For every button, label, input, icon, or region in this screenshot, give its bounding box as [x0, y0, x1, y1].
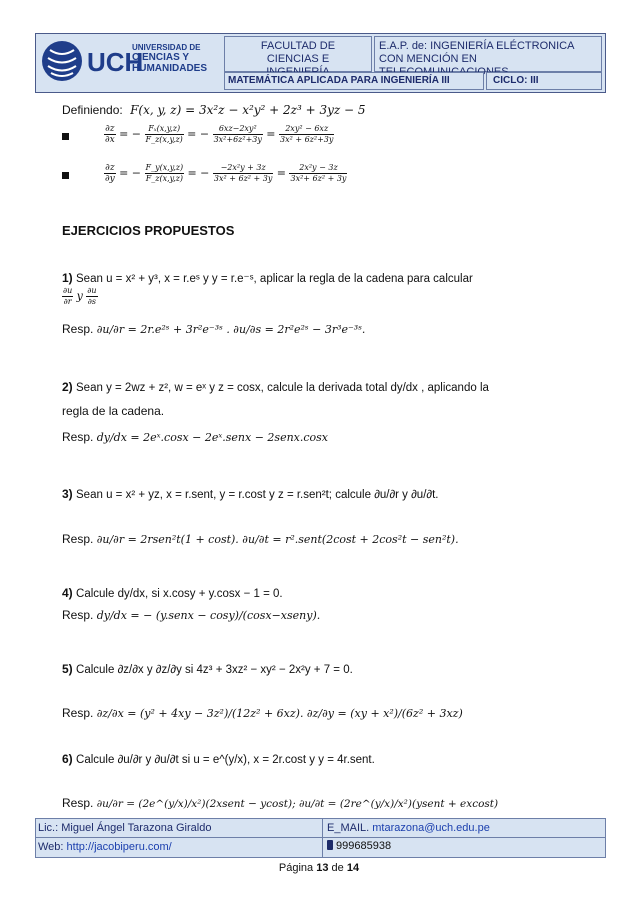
exercise-number: 6)	[62, 752, 73, 766]
answer-formula: ∂z/∂x = (y² + 4xy − 3z²)/(12z² + 6xz). ∂z/∂y = (xy + x²)/(6z² + 3xz)	[96, 707, 463, 720]
resp-label: Resp.	[62, 706, 94, 720]
exercise-number: 5)	[62, 662, 73, 676]
footer-divider	[322, 818, 323, 858]
dzdy-formula: $\frac{\partial z}{\partial y}$ = − $\frac{F\_y(x,y,z)}{F\_z(x,y,z)}$ = − $\frac{\text{−2x²y + 3z}}{\text{3x² + 6z² + 3y}}$ = $\frac{\text{2x²y − 3z}}{\text{3x²+ 6z² + 3y}}$	[105, 163, 347, 184]
exercise-number: 4)	[62, 586, 73, 600]
exercise-4	[62, 586, 283, 600]
exercise-number: 3)	[62, 487, 73, 501]
exercise-statement: Sean u = x² + yz, x = r.sent, y = r.cost y z = r.sen²t; calcule ∂u/∂r y ∂u/∂t.	[76, 489, 439, 501]
exercise-statement: Sean y = 2wz + z², w = eˣ y z = cosx, calcule la derivada total dy/dx , aplicando la	[76, 382, 489, 394]
web-link[interactable]: http://jacobiperu.com/	[66, 841, 172, 853]
exercise-5-answer	[62, 706, 463, 720]
exercise-2-line2: regla de la cadena.	[62, 404, 165, 418]
exercise-3	[62, 487, 438, 501]
exercise-1-answer	[62, 322, 365, 336]
exercise-number: 2)	[62, 380, 73, 394]
exercise-6	[62, 752, 375, 766]
footer-author: Lic.: Miguel Ángel Tarazona Giraldo	[38, 822, 212, 834]
answer-formula: dy/dx = 2eˣ.cosx − 2eˣ.senx − 2senx.cosx	[96, 431, 329, 444]
bullet-icon	[62, 172, 69, 179]
exercise-1-targets: $\frac{\partial u}{\partial r}$ y $\frac{\partial u}{\partial s}$	[63, 286, 97, 306]
exercise-1	[62, 271, 473, 285]
exercise-statement: Sean u = x² + y³, x = r.eˢ y y = r.e⁻ˢ, aplicar la regla de la cadena para calcular	[76, 273, 473, 285]
cycle-cell	[486, 72, 602, 90]
resp-label: Resp.	[62, 796, 94, 810]
exercise-6-answer	[62, 796, 498, 810]
page-number: Página 13 de 14	[278, 862, 360, 874]
exercise-3-answer	[62, 532, 459, 546]
exercise-statement: Calcule dy/dx, si x.cosy + y.cosx − 1 = 0.	[76, 588, 283, 600]
footer-divider	[35, 837, 606, 838]
exercise-2	[62, 380, 489, 394]
resp-label: Resp.	[62, 430, 94, 444]
answer-formula: dy/dx = − (y.senx − cosy)/(cosx−xseny).	[96, 609, 321, 622]
definition-line	[62, 103, 366, 117]
school-name: E.A.P. de: INGENIERÍA ELÉCTRONICA CON MENCIÓN EN	[379, 40, 574, 65]
footer-phone: 999685938	[327, 840, 391, 852]
faculty-cell	[224, 36, 372, 72]
school-cell	[374, 36, 602, 72]
resp-label: Resp.	[62, 532, 94, 546]
function-definition: F(x, y, z) = 3x²z − x²y² + 2z³ + 3yz − 5	[130, 103, 366, 117]
answer-formula: ∂u/∂r = 2r.e²ˢ + 3r²e⁻³ˢ . ∂u/∂s = 2r²e²ˢ − 3r³e⁻³ˢ.	[96, 323, 366, 336]
footer-email: E_MAIL. mtarazona@uch.edu.pe	[327, 822, 490, 834]
exercise-statement: Calcule ∂z/∂x y ∂z/∂y si 4z³ + 3xz² − xy² − 2x²y + 7 = 0.	[76, 664, 353, 676]
course-name: MATEMÁTICA APLICADA PARA INGENIERÍA III	[228, 75, 450, 86]
answer-formula: ∂u/∂r = 2rsen²t(1 + cost). ∂u/∂t = r².sent(2cost + 2cos²t − sen²t).	[96, 533, 459, 546]
bullet-icon	[62, 133, 69, 140]
cycle-label: CICLO: III	[493, 75, 539, 86]
exercise-number: 1)	[62, 271, 73, 285]
exercise-4-answer	[62, 608, 320, 622]
resp-label: Resp.	[62, 322, 94, 336]
footer-web: Web: http://jacobiperu.com/	[38, 841, 172, 853]
exercise-statement: Calcule ∂u/∂r y ∂u/∂t si u = e^(y/x), x = 2r.cost y y = 4r.sent.	[76, 754, 375, 766]
course-cell	[224, 72, 484, 90]
university-name: UNIVERSIDAD DE CIENCIAS Y HUMANIDADES	[132, 43, 207, 74]
phone-icon	[327, 840, 333, 850]
defining-label: Definiendo:	[62, 103, 123, 117]
exercise-2-answer	[62, 430, 328, 444]
section-title: EJERCICIOS PROPUESTOS	[62, 223, 235, 238]
resp-label: Resp.	[62, 608, 94, 622]
faculty-name: FACULTAD DE CIENCIAS E	[260, 40, 336, 65]
dzdx-formula: $\frac{\partial z}{\partial x}$ = − $\frac{\text{Fₓ(x,y,z)}}{F\_z(x,y,z)}$ = − $\frac{\text{6xz−2xy²}}{\text{3x²+6z²+3y}}$ = $\frac{\text{2xy² − 6xz}}{\text{3x² + 6z²+3y}}$	[105, 124, 334, 145]
email-link[interactable]: mtarazona@uch.edu.pe	[372, 822, 490, 834]
answer-formula: ∂u/∂r = (2e^(y/x)/x²)(2xsent − ycost); ∂u/∂t = (2re^(y/x)/x²)(ysent + excost)	[96, 798, 499, 810]
exercise-5	[62, 662, 353, 676]
logo-text: UCH	[87, 47, 144, 77]
